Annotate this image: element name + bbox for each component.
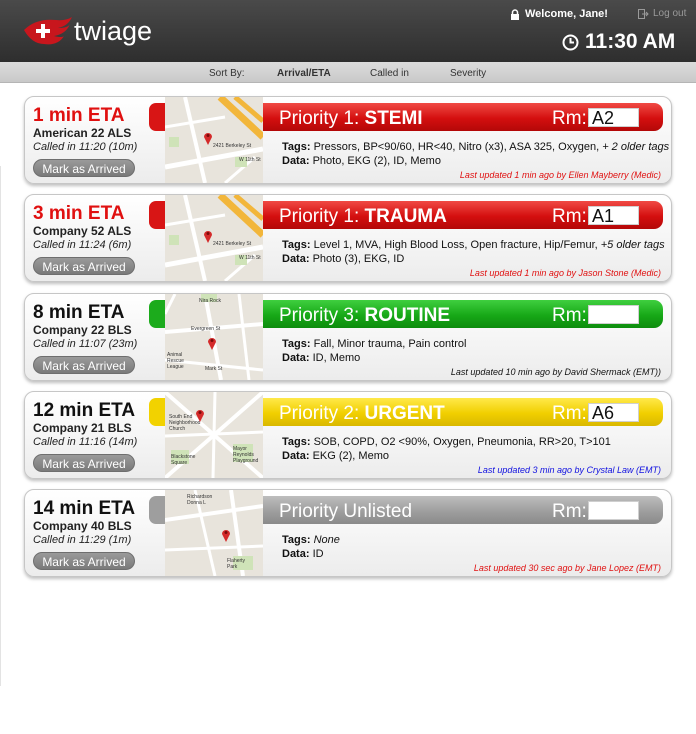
map-pin-icon [221, 528, 231, 542]
map-street-label: Mayor Reynolds Playground [233, 446, 259, 464]
priority-bar [263, 103, 663, 131]
priority-bar [263, 300, 663, 328]
location-map[interactable] [165, 490, 263, 576]
map-pin-icon [203, 229, 213, 243]
twiage-logo[interactable] [22, 14, 162, 54]
mark-as-arrived-button[interactable]: Mark as Arrived [33, 552, 135, 570]
location-map[interactable] [165, 294, 263, 380]
map-street-label: 2421 Berkeley St [213, 143, 252, 149]
called-in-time: Called in 11:24 (6m) [33, 239, 132, 251]
welcome-message [510, 8, 608, 20]
unit-name: Company 22 BLS [33, 323, 132, 337]
map-street-label: Nira Rock [199, 298, 221, 304]
data-line: Data: ID, Memo [282, 352, 361, 364]
location-map[interactable] [165, 97, 263, 183]
room-input[interactable]: A2 [588, 108, 639, 127]
map-graphic [165, 97, 263, 183]
tags-line: Tags: Fall, Minor trauma, Pain control [282, 338, 467, 350]
map-street-label: W 11th St [239, 255, 261, 261]
patient-card[interactable] [24, 489, 672, 577]
room-input[interactable] [588, 501, 639, 520]
tags-line: Tags: Level 1, MVA, High Blood Loss, Open fracture, Hip/Femur, +5 older tags [282, 239, 665, 251]
sort-option-severity[interactable]: Severity [450, 68, 487, 79]
last-updated-text: Last updated 10 min ago by David Shermack (EMT)) [450, 367, 661, 377]
priority-bar [263, 496, 663, 524]
lock-icon [510, 9, 520, 20]
tags-line: Tags: None [282, 534, 340, 546]
logout-link[interactable] [638, 8, 686, 19]
winged-cross-icon [22, 14, 74, 54]
called-in-time: Called in 11:29 (1m) [33, 534, 132, 546]
clock-icon [562, 34, 579, 51]
map-street-label: Richardson Donna L [187, 494, 213, 506]
tags-line: Tags: SOB, COPD, O2 <90%, Oxygen, Pneumonia, RR>20, T>101 [282, 436, 611, 448]
patient-card[interactable] [24, 194, 672, 282]
map-street-label: Evergreen St [191, 326, 221, 332]
mark-as-arrived-button[interactable]: Mark as Arrived [33, 454, 135, 472]
room-input[interactable]: A6 [588, 403, 639, 422]
sort-option-arrival[interactable]: Arrival/ETA [277, 68, 331, 79]
current-time [562, 30, 675, 54]
map-street-label: W 11th St [239, 157, 261, 163]
divider [0, 166, 1, 686]
map-street-label: South End Neighborhood Church [169, 414, 201, 432]
called-in-time: Called in 11:20 (10m) [33, 141, 138, 153]
priority-label: Priority 1: STEMI [279, 108, 423, 129]
time-text: 11:30 AM [585, 30, 676, 53]
location-map[interactable] [165, 195, 263, 281]
room-label: Rm: [552, 206, 587, 227]
room-label: Rm: [552, 108, 587, 129]
location-map[interactable] [165, 392, 263, 478]
eta-text: 3 min ETA [33, 203, 125, 224]
eta-text: 8 min ETA [33, 302, 125, 323]
logo-text: twiage [74, 16, 153, 46]
tags-line: Tags: Pressors, BP<90/60, HR<40, Nitro (x3), ASA 325, Oxygen, + 2 older tags [282, 141, 670, 153]
priority-label: Priority Unlisted [279, 501, 413, 522]
priority-bar [263, 398, 663, 426]
map-graphic [165, 195, 263, 281]
patient-card[interactable] [24, 293, 672, 381]
priority-label: Priority 2: URGENT [279, 403, 445, 424]
room-input[interactable]: A1 [588, 206, 639, 225]
eta-text: 1 min ETA [33, 105, 125, 126]
eta-text: 14 min ETA [33, 498, 136, 519]
map-street-label: Mark St [205, 366, 223, 372]
map-street-label: Animal Rescue League [167, 352, 184, 370]
last-updated-text: Last updated 30 sec ago by Jane Lopez (EMT) [473, 563, 661, 573]
unit-name: Company 40 BLS [33, 519, 132, 533]
map-pin-icon [207, 336, 217, 350]
mark-as-arrived-button[interactable]: Mark as Arrived [33, 356, 135, 374]
unit-name: American 22 ALS [33, 126, 132, 140]
sort-by-label: Sort By: [209, 68, 245, 79]
map-street-label: Flaherty Park [227, 558, 246, 570]
called-in-time: Called in 11:07 (23m) [33, 338, 138, 350]
unit-name: Company 52 ALS [33, 224, 132, 238]
app-header [0, 0, 696, 62]
map-street-label: Blackstone Square [171, 454, 196, 466]
data-line: Data: ID [282, 548, 324, 560]
eta-text: 12 min ETA [33, 400, 136, 421]
map-pin-icon [195, 408, 205, 422]
room-label: Rm: [552, 501, 587, 522]
data-line: Data: Photo (3), EKG, ID [282, 253, 405, 265]
room-label: Rm: [552, 305, 587, 326]
sort-bar [0, 62, 696, 83]
patient-card[interactable] [24, 391, 672, 479]
map-pin-icon [203, 131, 213, 145]
priority-label: Priority 1: TRAUMA [279, 206, 447, 227]
called-in-time: Called in 11:16 (14m) [33, 436, 138, 448]
last-updated-text: Last updated 1 min ago by Ellen Mayberry (Medic) [459, 170, 661, 180]
welcome-text: Welcome, Jane! [525, 8, 608, 20]
logout-icon [638, 9, 649, 19]
last-updated-text: Last updated 1 min ago by Jason Stone (Medic) [469, 268, 661, 278]
logout-label: Log out [653, 8, 687, 19]
room-input[interactable] [588, 305, 639, 324]
data-line: Data: EKG (2), Memo [282, 450, 389, 462]
last-updated-text: Last updated 3 min ago by Crystal Law (EMT) [477, 465, 661, 475]
patient-card[interactable] [24, 96, 672, 184]
mark-as-arrived-button[interactable]: Mark as Arrived [33, 159, 135, 177]
room-label: Rm: [552, 403, 587, 424]
mark-as-arrived-button[interactable]: Mark as Arrived [33, 257, 135, 275]
data-line: Data: Photo, EKG (2), ID, Memo [282, 155, 441, 167]
map-street-label: 2421 Berkeley St [213, 241, 252, 247]
priority-label: Priority 3: ROUTINE [279, 305, 451, 326]
unit-name: Company 21 BLS [33, 421, 132, 435]
sort-option-called-in[interactable]: Called in [370, 68, 409, 79]
priority-bar [263, 201, 663, 229]
